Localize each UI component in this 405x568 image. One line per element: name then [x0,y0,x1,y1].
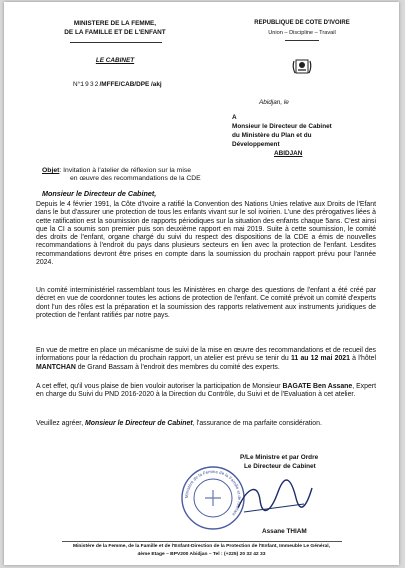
header-divider [70,42,162,43]
footer-divider [62,541,342,542]
reference-number [73,81,162,88]
closing-paragraph [36,420,376,428]
p3-text-b: à l'hôtel [349,355,376,363]
footer-line1: Ministère de la Femme, de la Famille et de l'Enfant-Direction de la Protection de l'Enfant, Immeuble Le Général, [73,544,330,549]
ref-prefix: N° [73,81,81,88]
subject-label: Objet [42,167,60,174]
p3-text-c: de Grand Bassam à l'endroit des membres du comité des experts. [75,363,280,371]
salutation: Monsieur le Directeur de Cabinet, [42,189,157,198]
national-motto: Union – Discipline – Travail [268,30,336,36]
recipient-line3: Développement [232,141,280,148]
p4-text-b: , Expert en charge du Suivi du PND 2016-2020 à la Direction du Contrôle, du Suivi et de l'Evaluation à cet atelier. [36,383,376,399]
coat-of-arms-icon [291,57,313,76]
paragraph-1: Depuis le 4 février 1991, la Côte d'Ivoire a ratifié la Convention des Nations Unies relative aux Droits de l'Efant dans le but d'assurer une protection de tous les enfants vivant sur le sol ivoirien. L'une des prérogatives liées à cette ratification est la soumission de rapports périodiques sur la situation des enfants chaque 5ans. C'est ainsi que la CI a soumis son premier puis son deuxième rapport en mai 2019. Suite à cette soumission, le comité des droits de l'enfant, organe chargé du suivi du respect des dispositions de la CDE a émis de nouvelles recommandations à l'endroit du pays dans plusieurs secteurs en lien avec la protection de l'enfant. Lesdites recommandations devront être prises en compte dans la soumission du prochain rapport prévu pour l'année 2024. [36,201,376,267]
cabinet-label: LE CABINET [95,57,135,64]
closing-text-a: Veuillez agréer, [36,420,86,427]
closing-title: Monsieur le Directeur de Cabinet [85,420,193,427]
motto-divider [285,40,319,41]
signature-line1: P/Le Ministre et par Ordre [240,454,319,461]
recipient-line1: Monsieur le Directeur de Cabinet [232,123,332,130]
place-date: Abidjan, le [259,99,289,106]
republic-name: REPUBLIQUE DE COTE D'IVOIRE [254,20,350,26]
paragraph-2: Un comité interministériel rassemblant tous les Ministères en charge des questions de l'enfant a été créé par décret en vue de coordonner toutes les actions de protection de l'enfant. Ce comité prévoit un comité d'experts dont l'un des rôles est la préparation et la soumission des rapports relativement aux instruments juridiques de protection de l'enfant ratifiés par notre pays. [36,287,376,319]
ref-number: 1932 [80,81,100,88]
letter-page [4,2,399,565]
subject-line1: : Invitation à l'atelier de réflexion sur la mise [59,167,192,174]
recipient-city: ABIDJAN [274,150,303,157]
ministry-name-line1: MINISTERE DE LA FEMME, [73,20,157,27]
expert-name: BAGATE Ben Assane [282,383,353,390]
paragraph-3 [36,347,376,372]
p4-text-a: A cet effet, qu'il vous plaise de bien vouloir autoriser la participation de Monsieur [36,383,283,390]
recipient-to: A [232,114,237,121]
closing-text-b: , l'assurance de ma parfaite considération. [192,420,322,427]
hotel-name: MANTCHAN [36,363,76,371]
paragraph-4 [36,383,376,400]
signature-line2: Le Directeur de Cabinet [244,463,316,470]
recipient-line2: du Ministère du Plan et du [232,132,312,139]
handwritten-signature-icon [234,478,314,518]
subject-line2: en œuvre des recommandations de la CDE [70,175,201,183]
ministry-name-line2: DE LA FAMILLE ET DE L'ENFANT [64,29,166,36]
workshop-dates: 11 au 12 mai 2021 [290,355,350,363]
stamp-ring-text: Ministère de la Femme de la Famille et de l'Enfant [183,468,243,517]
signatory-name: Assane THIAM [262,528,307,535]
p3-text-a: En vue de mettre en place un mécanisme de suivi de la mise en œuvre des recommandations et de recueil des informations pour la rédaction du prochain rapport, un atelier est prévu se tenir du [36,347,376,363]
footer-line2: 4ème Etage – BPV200 Abidjan – Tel : (+225) 20 32 42 33 [137,552,266,557]
subject-block [42,167,262,184]
ref-suffix: /MFFE/CAB/DPE /akj [99,81,162,88]
